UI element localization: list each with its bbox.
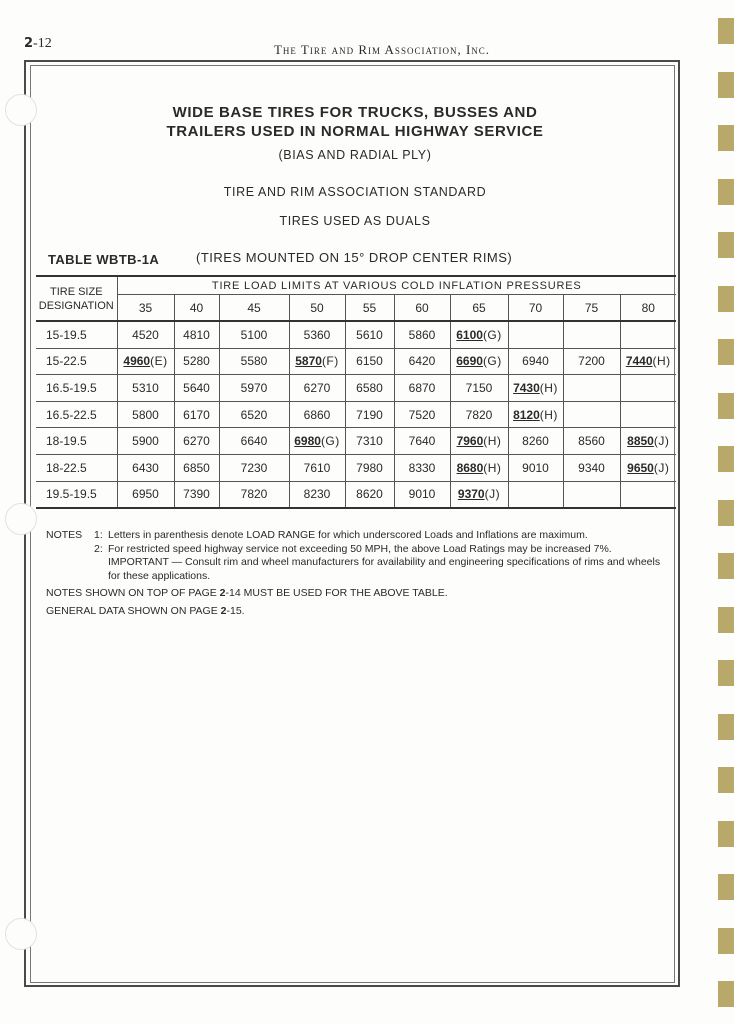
index-tab — [718, 821, 734, 847]
table-row — [36, 321, 676, 348]
load-cell: 6430 — [117, 454, 174, 481]
page-section: 2 — [24, 36, 34, 51]
index-tab — [718, 607, 734, 633]
table-caption: (TIRES MOUNTED ON 15° DROP CENTER RIMS) — [196, 250, 513, 265]
load-cell: 6870 — [394, 375, 450, 402]
index-tab — [718, 928, 734, 954]
load-cell — [508, 401, 563, 428]
index-tab — [718, 981, 734, 1007]
table-row — [36, 481, 676, 508]
ply-subtitle: (BIAS AND RADIAL PLY) — [278, 148, 432, 162]
tire-size-designation: 16.5-22.5 — [36, 401, 117, 428]
title-line-2: TRAILERS USED IN NORMAL HIGHWAY SERVICE — [166, 123, 544, 140]
load-cell: 9340 — [563, 454, 620, 481]
notes-reference — [46, 587, 668, 601]
max-load-value: 6100 — [456, 327, 483, 342]
max-load-value: 5870 — [295, 354, 322, 369]
load-range: (J) — [653, 434, 670, 449]
tire-size-designation: 16.5-19.5 — [36, 375, 117, 402]
load-cell — [563, 321, 620, 348]
load-cell — [620, 401, 676, 428]
load-cell — [620, 481, 676, 508]
load-cell: 5360 — [289, 321, 345, 348]
pressure-header: 40 — [174, 295, 219, 322]
load-cell: 5100 — [219, 321, 289, 348]
load-cell: 7150 — [450, 375, 508, 402]
index-tab — [718, 500, 734, 526]
ref2-pre: GENERAL DATA SHOWN ON PAGE — [46, 604, 221, 617]
designation-header — [36, 276, 117, 321]
group-header: TIRE LOAD LIMITS AT VARIOUS COLD INFLATION PRESSURES — [117, 276, 676, 295]
tire-size-designation: 18-19.5 — [36, 428, 117, 455]
load-cell — [508, 375, 563, 402]
designation-header-line2: DESIGNATION — [38, 299, 114, 312]
load-cell: 6270 — [174, 428, 219, 455]
max-load-value: 9370 — [457, 487, 485, 502]
ref1-post: -14 MUST BE USED FOR THE ABOVE TABLE. — [225, 587, 448, 599]
standard-subtitle: TIRE AND RIM ASSOCIATION STANDARD — [223, 185, 487, 199]
load-cell: 5610 — [345, 321, 394, 348]
load-cell: 8260 — [508, 428, 563, 455]
pressure-header: 50 — [289, 295, 345, 322]
table-row — [36, 401, 676, 428]
index-tab — [718, 18, 734, 44]
index-tab — [718, 553, 734, 579]
load-cell: 6640 — [219, 428, 289, 455]
load-cell — [620, 428, 676, 455]
load-cell: 4810 — [174, 321, 219, 348]
load-cell: 6580 — [345, 375, 394, 402]
note-1: Letters in parenthesis denote LOAD RANGE for which underscored Loads and Inflations are maximum. — [108, 529, 588, 541]
pressure-header: 70 — [508, 295, 563, 322]
load-cell: 5900 — [117, 428, 174, 455]
load-cell: 9010 — [394, 481, 450, 508]
load-cell: 5580 — [219, 348, 289, 375]
load-cell: 6940 — [508, 348, 563, 375]
pressure-header: 45 — [219, 295, 289, 322]
pressure-header: 35 — [117, 295, 174, 322]
index-tab — [718, 714, 734, 740]
running-head: The Tire and Rim Association, Inc. — [273, 42, 491, 57]
ref1-pre: NOTES SHOWN ON TOP OF PAGE — [46, 587, 220, 599]
index-tab — [718, 72, 734, 98]
load-cell: 7200 — [563, 348, 620, 375]
load-cell — [450, 481, 508, 508]
max-load-value: 8680 — [456, 460, 484, 475]
load-cell: 7520 — [394, 401, 450, 428]
load-range: (H) — [539, 380, 558, 395]
ref2-post: -15. — [226, 604, 245, 617]
index-tab — [718, 232, 734, 258]
index-tab — [718, 393, 734, 419]
page-num: -12 — [33, 36, 52, 51]
max-load-value: 6980 — [294, 434, 321, 449]
load-range: (H) — [652, 354, 671, 369]
load-cell: 5280 — [174, 348, 219, 375]
index-tab — [718, 339, 734, 365]
load-cell: 4520 — [117, 321, 174, 348]
load-cell — [620, 321, 676, 348]
usage-subtitle: TIRES USED AS DUALS — [279, 214, 431, 228]
load-range: (H) — [483, 434, 502, 449]
load-cell — [620, 348, 676, 375]
important-note: IMPORTANT — Consult rim and wheel manufacturers for availability and engineering specifications of rims and wheels for these applications. — [108, 556, 661, 582]
designation-header-line1: TIRE SIZE — [49, 285, 103, 298]
load-cell — [450, 348, 508, 375]
load-cell: 6270 — [289, 375, 345, 402]
load-cell: 5800 — [117, 401, 174, 428]
load-cell: 7820 — [450, 401, 508, 428]
max-load-value: 6690 — [456, 354, 483, 369]
load-cell: 6150 — [345, 348, 394, 375]
load-range: (J) — [653, 460, 670, 475]
load-cell — [450, 454, 508, 481]
load-range: (H) — [483, 460, 502, 475]
load-cell: 5860 — [394, 321, 450, 348]
load-cell: 7310 — [345, 428, 394, 455]
load-cell: 7230 — [219, 454, 289, 481]
max-load-value: 7430 — [513, 380, 540, 395]
load-range: (E) — [150, 354, 168, 369]
load-cell: 8620 — [345, 481, 394, 508]
notes-lead: NOTES — [46, 529, 83, 541]
pressure-header: 60 — [394, 295, 450, 322]
load-cell: 6850 — [174, 454, 219, 481]
load-cell: 5310 — [117, 375, 174, 402]
tire-size-designation: 18-22.5 — [36, 454, 117, 481]
load-cell: 9010 — [508, 454, 563, 481]
max-load-value: 7960 — [456, 434, 484, 449]
load-cell: 6170 — [174, 401, 219, 428]
load-cell: 7820 — [219, 481, 289, 508]
ref1-section: 2 — [219, 587, 226, 599]
table-row — [36, 428, 676, 455]
load-cell: 6420 — [394, 348, 450, 375]
table-row — [36, 348, 676, 375]
binder-hole — [5, 918, 37, 950]
notes — [46, 529, 668, 618]
title-line-1: WIDE BASE TIRES FOR TRUCKS, BUSSES AND — [172, 104, 538, 121]
table-label: TABLE WBTB-1A — [48, 252, 160, 267]
max-load-value: 8850 — [627, 434, 654, 449]
max-load-value: 7440 — [625, 354, 653, 369]
load-cell: 7390 — [174, 481, 219, 508]
load-cell — [620, 454, 676, 481]
pressure-header: 65 — [450, 295, 508, 322]
load-cell: 6860 — [289, 401, 345, 428]
load-cell: 6950 — [117, 481, 174, 508]
load-range: (G) — [320, 434, 340, 449]
load-cell — [563, 375, 620, 402]
load-cell: 5640 — [174, 375, 219, 402]
load-range: (J) — [484, 487, 501, 502]
index-tab — [718, 286, 734, 312]
load-range: (G) — [482, 354, 502, 369]
max-load-value: 8120 — [513, 407, 540, 422]
load-cell: 8560 — [563, 428, 620, 455]
load-range: (H) — [539, 407, 558, 422]
binder-hole — [5, 503, 37, 535]
tire-size-designation: 15-22.5 — [36, 348, 117, 375]
load-cell — [508, 321, 563, 348]
index-tab — [718, 660, 734, 686]
load-cell — [289, 348, 345, 375]
load-cell — [620, 375, 676, 402]
pressure-header: 75 — [563, 295, 620, 322]
load-cell: 8330 — [394, 454, 450, 481]
load-cell: 8230 — [289, 481, 345, 508]
note-2: For restricted speed highway service not exceeding 50 MPH, the above Load Ratings may be increased 7%. — [108, 542, 612, 555]
ref2-section: 2 — [220, 604, 227, 617]
load-cell: 5970 — [219, 375, 289, 402]
load-cell — [289, 428, 345, 455]
table-row — [36, 375, 676, 402]
note-2-number: 2: — [94, 542, 103, 555]
load-cell — [117, 348, 174, 375]
load-cell: 7640 — [394, 428, 450, 455]
load-table — [36, 275, 676, 509]
load-cell: 7610 — [289, 454, 345, 481]
tire-size-designation: 19.5-19.5 — [36, 481, 117, 508]
load-cell — [563, 401, 620, 428]
load-cell: 7980 — [345, 454, 394, 481]
load-range: (G) — [482, 327, 502, 342]
index-tab — [718, 446, 734, 472]
load-cell: 7190 — [345, 401, 394, 428]
page-frame-inner — [30, 65, 675, 983]
pressure-header: 55 — [345, 295, 394, 322]
load-cell — [450, 428, 508, 455]
load-cell — [508, 481, 563, 508]
index-tab — [718, 767, 734, 793]
table-row — [36, 454, 676, 481]
index-tab — [718, 874, 734, 900]
pressure-header: 80 — [620, 295, 676, 322]
max-load-value: 9650 — [627, 460, 654, 475]
load-cell — [563, 481, 620, 508]
load-cell — [450, 321, 508, 348]
note-1-number: 1: — [94, 529, 103, 541]
tire-size-designation: 15-19.5 — [36, 321, 117, 348]
load-range: (F) — [321, 354, 339, 369]
max-load-value: 4960 — [123, 354, 151, 369]
load-cell: 6520 — [219, 401, 289, 428]
general-data-reference — [46, 605, 668, 619]
